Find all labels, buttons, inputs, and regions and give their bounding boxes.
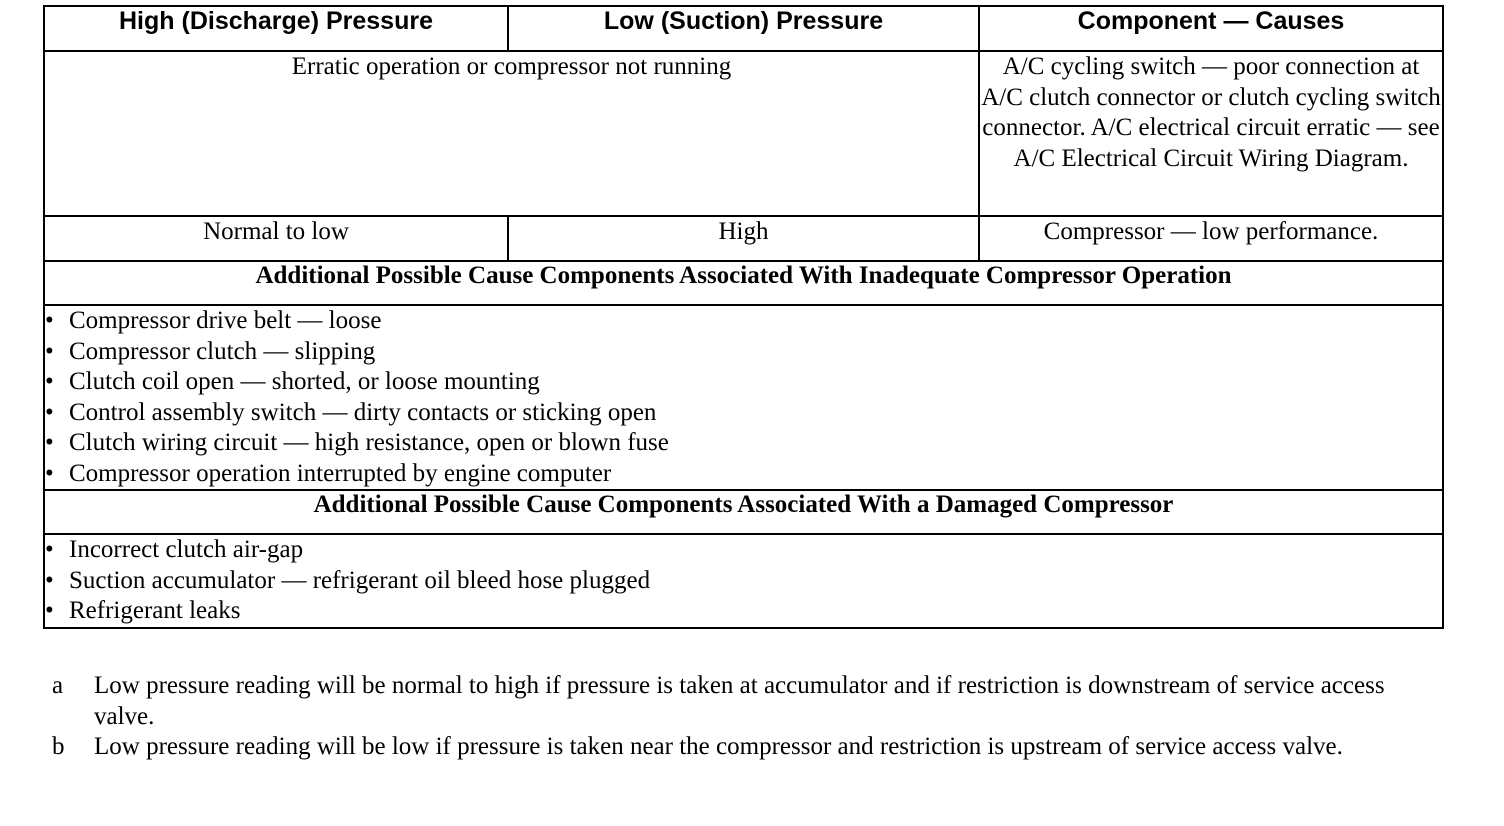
header-component-causes: Component — Causes [979,6,1443,51]
section-header-row [44,490,1443,534]
table-row [44,51,1443,216]
bullet-icon: • [45,536,54,563]
section-title-inadequate-operation: Additional Possible Cause Components Associated With Inadequate Compressor Operation [44,261,1443,305]
cause-cell: Compressor — low performance. [979,216,1443,261]
list-item-text: Incorrect clutch air-gap [69,536,304,563]
bullet-icon: • [45,307,54,334]
list-item-text: Compressor clutch — slipping [69,337,376,365]
footnote-text: Low pressure reading will be low if pressure is taken near the compressor and restriction is upstream of service access valve. [94,733,1343,760]
list-item [45,367,1442,398]
high-pressure-cell: Normal to low [44,216,508,261]
bullet-icon: • [45,597,54,624]
list-item-text: Compressor operation interrupted by engine computer [69,459,612,487]
list-item-text: Clutch coil open — shorted, or loose mounting [69,368,540,395]
bullet-cell [44,534,1443,628]
bullet-cell [44,305,1443,490]
list-item [45,398,1442,429]
footnote-text: Low pressure reading will be normal to high if pressure is taken at accumulator and if restriction is downstream of service access valve. [94,672,1385,730]
table-row [44,216,1443,261]
bullet-icon: • [45,566,54,594]
footnote-b [52,732,1432,763]
bullet-icon: • [45,368,54,395]
list-item-text: Compressor drive belt — loose [69,307,382,334]
header-high-pressure: High (Discharge) Pressure [44,6,508,51]
bullet-row [44,305,1443,490]
list-item [45,596,1442,627]
list-item-text: Control assembly switch — dirty contacts or sticking open [69,398,657,426]
list-item [45,337,1442,368]
list-item-text: Clutch wiring circuit — high resistance, open or blown fuse [69,429,669,456]
header-low-pressure: Low (Suction) Pressure [508,6,979,51]
bullet-icon: • [45,337,54,365]
bullet-row [44,534,1443,628]
list-item [45,535,1442,566]
footnote-a [52,671,1432,732]
footnote-mark: a [52,672,64,699]
list-item [45,566,1442,597]
diagnosis-table [43,5,1444,629]
bullet-list-damaged-compressor [45,535,1442,627]
bullet-list-inadequate-operation [45,306,1442,489]
pressure-condition-cell: Erratic operation or compressor not running [44,51,979,216]
list-item [45,459,1442,490]
low-pressure-cell: High [508,216,979,261]
footnotes [52,671,1432,763]
list-item-text: Suction accumulator — refrigerant oil bleed hose plugged [69,566,651,594]
cause-cell: A/C cycling switch — poor connection at A/C clutch connector or clutch cycling switch connector. A/C electrical circuit erratic — see A/C Electrical Circuit Wiring Diagram. [979,51,1443,216]
bullet-icon: • [45,429,54,456]
bullet-icon: • [45,398,54,426]
section-title-damaged-compressor: Additional Possible Cause Components Associated With a Damaged Compressor [44,490,1443,534]
header-row [44,6,1443,51]
list-item [45,428,1442,459]
list-item-text: Refrigerant leaks [69,597,241,624]
list-item [45,306,1442,337]
bullet-icon: • [45,459,54,487]
section-header-row [44,261,1443,305]
footnote-mark: b [52,733,65,760]
